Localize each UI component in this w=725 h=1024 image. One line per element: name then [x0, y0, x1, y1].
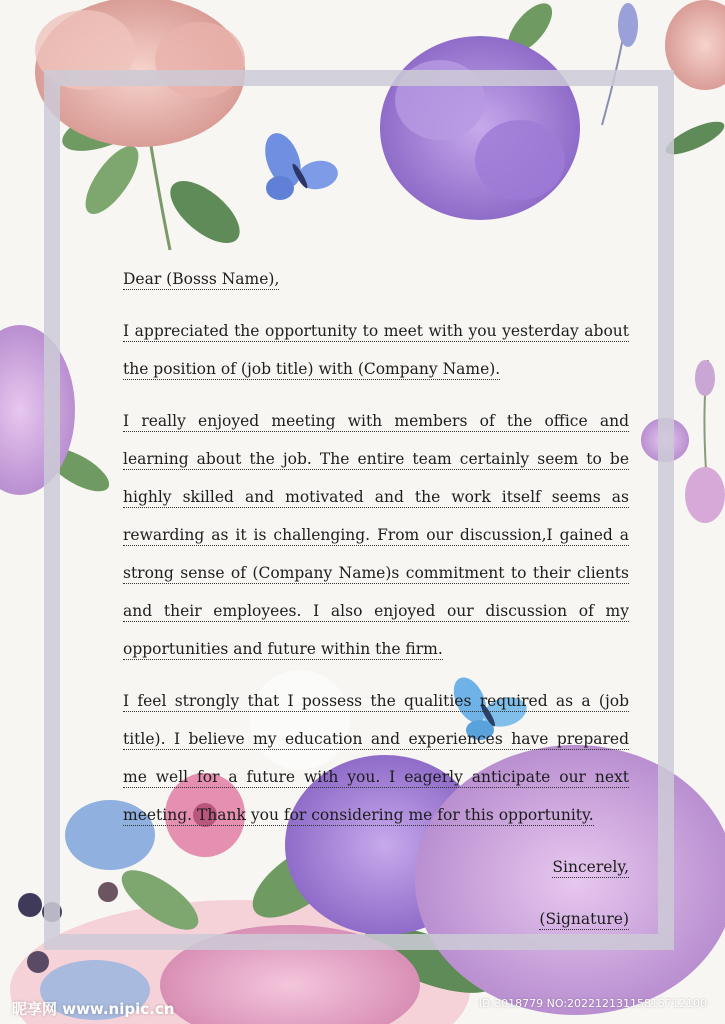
letter-paragraph-2: I really enjoyed meeting with members of the office and learning about the job. The entire team certainly seem to be highly skilled and motivated and the work itself seems as rewarding as it is challenging. From our discussion,I gained a strong sense of (Company Name)s commitment to their clients and their employees. I also enjoyed our discussion of my opportunities and future within the firm. [123, 412, 629, 658]
letter-closing: Sincerely, [552, 858, 629, 876]
image-id-watermark: ID:3018779 NO:20221213115815712100 [478, 997, 707, 1010]
letter-paragraph-1: I appreciated the opportunity to meet with you yesterday about the position of (job title) with (Company Name). [123, 322, 629, 378]
letter-greeting: Dear (Bosss Name), [123, 270, 280, 288]
letter-body [123, 260, 629, 952]
letter-paragraph-3: I feel strongly that I possess the qualities required as a (job title). I believe my education and experiences have prepared me well for a future with you. I eagerly anticipate our next meeting. Thank you for considering me for this opportunity. [123, 692, 629, 824]
letter-signature: (Signature) [539, 910, 629, 928]
site-watermark: 昵享网 www.nipic.cn [12, 1000, 175, 1018]
